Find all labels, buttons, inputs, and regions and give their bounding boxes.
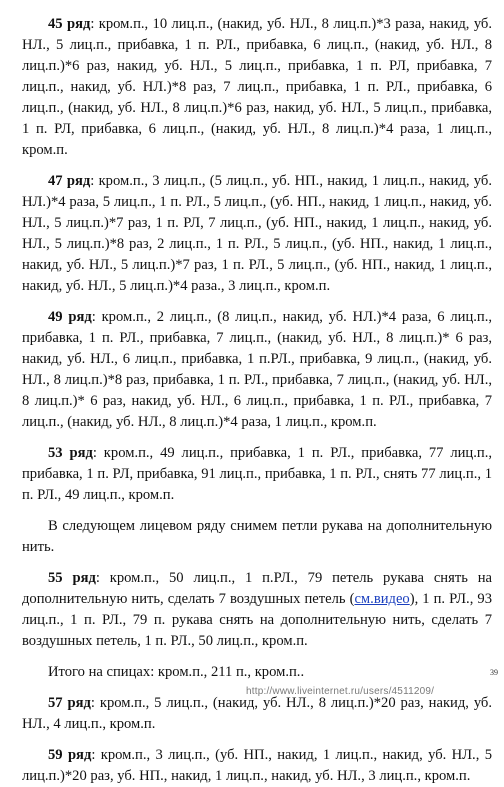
row-59-paragraph [22, 745, 492, 787]
row-instructions-continued: ), 1 п. РЛ., 93 лиц.п., 1 п. РЛ., 79 п. рукава снять на дополнительную нить, сделать 7 воздушных петель, 1 п. РЛ., 50 лиц.п., кром.п. [22, 591, 492, 649]
stitch-total-paragraph [22, 662, 492, 683]
row-49-paragraph [22, 307, 492, 433]
row-instructions: : кром.п., 3 лиц.п., (уб. НП., накид, 1 лиц.п., накид, уб. НЛ., 5 лиц.п.)*20 раз, уб. НП., накид, 1 лиц.п., накид, уб. НЛ., 3 лиц.п., кром.п. [22, 747, 492, 784]
row-label: 59 ряд [48, 747, 92, 763]
row-53-paragraph [22, 443, 492, 506]
watermark-url: http://www.liveinternet.ru/users/4511209/ [246, 686, 435, 697]
row-label: 57 ряд [48, 695, 91, 711]
row-55-paragraph [22, 568, 492, 652]
total-text: Итого на спицах: кром.п., 211 п., кром.п.. [48, 664, 305, 680]
row-instructions: : кром.п., 2 лиц.п., (8 лиц.п., накид, уб. НЛ.)*4 раза, 6 лиц.п., прибавка, 1 п. РЛ., прибавка, 7 лиц.п., (накид, уб. НЛ., 8 лиц.п.)* 6 раз, накид, уб. НЛ., 6 лиц.п., прибавка, 1 п.РЛ., прибавка, 9 лиц.п., (накид, уб. НЛ., 8 лиц.п.)*8 раз, прибавка, 1 п. РЛ., прибавка, 7 лиц.п., (накид, уб. НЛ., 8 лиц.п.)* 6 раз, накид, уб. НЛ., 6 лиц.п., прибавка, 1 п. РЛ., прибавка, 7 лиц.п., (накид, уб. НЛ., 8 лиц.п.)*4 раза, 1 лиц.п., кром.п. [22, 309, 493, 430]
row-45-paragraph [22, 14, 492, 161]
row-instructions: : кром.п., 5 лиц.п., (накид, уб. НЛ., 8 лиц.п.)*20 раз, накид, уб. НЛ., 4 лиц.п., кром.п. [22, 695, 492, 732]
row-instructions: : кром.п., 10 лиц.п., (накид, уб. НЛ., 8 лиц.п.)*3 раза, накид, уб. НЛ., 5 лиц.п., прибавка, 1 п. РЛ., прибавка, 6 лиц.п., (накид, уб. НЛ., 8 лиц.п.)*6 раз, накид, уб. НЛ., 5 лиц.п., прибавка, 1 п. РЛ, прибавка, 7 лиц.п., накид, уб. НЛ.)*8 раз, 7 лиц.п., прибавка, 1 п. РЛ., прибавка, 6 лиц.п., (накид, уб. НЛ., 8 лиц.п.)*6 раз, накид, уб. НЛ., 5 лиц.п., прибавка, 1 п. РЛ, прибавка, 6 лиц.п., (накид, уб. НЛ., 8 лиц.п.)*4 раза, 1 лиц.п., кром.п. [22, 16, 492, 158]
sleeve-note-paragraph [22, 516, 492, 558]
row-47-paragraph [22, 171, 492, 297]
row-label: 45 ряд [48, 16, 91, 32]
row-57-paragraph [22, 693, 492, 735]
note-text: В следующем лицевом ряду снимем петли рукава на дополнительную нить. [22, 518, 492, 555]
row-label: 55 ряд [48, 570, 96, 586]
row-instructions: : кром.п., 50 лиц.п., 1 п.РЛ., 79 петель рукава снять на дополнительную нить, сделать 7 воздушных петель ( [22, 570, 492, 607]
video-link[interactable]: см.видео [354, 591, 410, 607]
row-label: 53 ряд [48, 445, 93, 461]
row-instructions: : кром.п., 49 лиц.п., прибавка, 1 п. РЛ., прибавка, 77 лиц.п., прибавка, 1 п. РЛ, прибавка, 91 лиц.п., прибавка, 1 п. РЛ., снять 77 лиц.п., 1 п. РЛ., 49 лиц.п., кром.п. [22, 445, 492, 503]
page-number: 39 [490, 668, 498, 677]
row-instructions: : кром.п., 3 лиц.п., (5 лиц.п., уб. НП., накид, 1 лиц.п., накид, уб. НЛ.)*4 раза, 5 лиц.п., 1 п. РЛ., 5 лиц.п., (уб. НП., накид, 1 лиц.п., накид, уб. НЛ., 5 лиц.п.)*7 раз, 1 п. РЛ, 7 лиц.п., (уб. НП., накид, 1 лиц.п., накид, уб. НЛ., 5 лиц.п.)*8 раз, 2 лиц.п., 1 п. РЛ., 5 лиц.п., (уб. НП., накид, 1 лиц.п., накид, уб. НЛ., 5 лиц.п.)*7 раз, 1 п. РЛ., 5 лиц.п., (уб. НП., накид, 1 лиц.п., накид, уб. НЛ., 5 лиц.п.)*4 раза., 3 лиц.п., кром.п. [22, 173, 492, 294]
row-label: 49 ряд [48, 309, 92, 325]
row-label: 47 ряд [48, 173, 91, 189]
